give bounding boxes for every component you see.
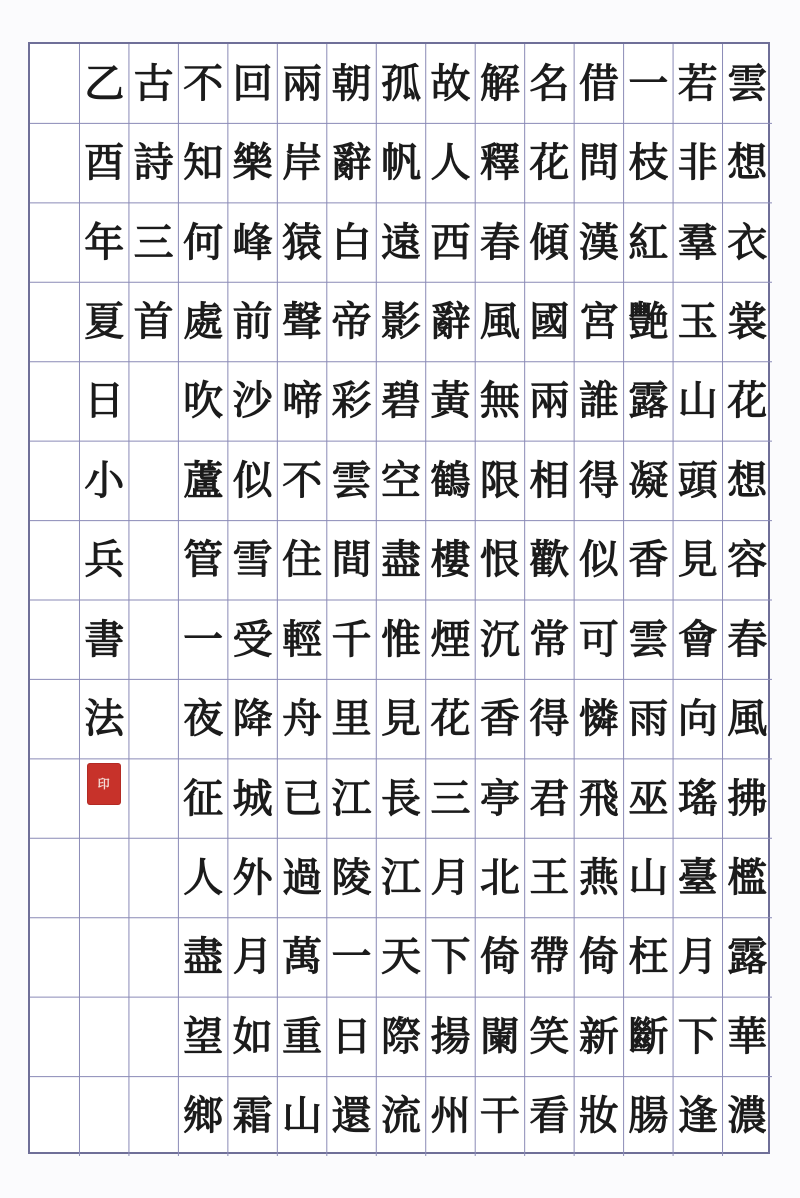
character-cell: 兩 xyxy=(529,377,570,425)
character-cell: 降 xyxy=(232,695,273,743)
character-cell: 流 xyxy=(381,1092,421,1140)
character-cell: 孤 xyxy=(381,59,421,107)
character-cell: 枝 xyxy=(628,139,669,187)
character-cell: 露 xyxy=(727,933,768,981)
character-cell: 夜 xyxy=(183,695,224,743)
character-cell: 前 xyxy=(232,297,273,345)
character-cell: 住 xyxy=(282,536,323,584)
character-cell: 受 xyxy=(232,615,273,663)
character-cell: 倚 xyxy=(479,933,520,981)
character-cell: 日 xyxy=(84,377,125,425)
grid-sheet xyxy=(28,42,770,1154)
character-cell: 笑 xyxy=(529,1012,570,1060)
character-cell: 不 xyxy=(183,59,224,107)
character-cell: 猿 xyxy=(282,218,323,266)
character-cell: 夏 xyxy=(84,297,125,345)
character-cell: 可 xyxy=(578,615,619,663)
character-cell: 帶 xyxy=(529,933,570,981)
character-cell: 干 xyxy=(479,1092,520,1140)
seal-text: 印 xyxy=(97,777,111,792)
character-cell: 帆 xyxy=(381,139,421,187)
character-cell: 腸 xyxy=(628,1092,669,1140)
character-cell: 羣 xyxy=(677,218,718,266)
character-cell: 回 xyxy=(232,59,273,107)
character-cell: 華 xyxy=(727,1012,768,1060)
character-cell: 遠 xyxy=(381,218,421,266)
character-cell: 揚 xyxy=(430,1012,471,1060)
character-cell: 鄉 xyxy=(183,1092,224,1140)
character-cell: 吹 xyxy=(183,377,224,425)
character-cell: 下 xyxy=(677,1012,718,1060)
character-cell: 想 xyxy=(727,456,768,504)
character-cell: 宮 xyxy=(578,297,619,345)
character-cell: 天 xyxy=(381,933,421,981)
text-column xyxy=(29,44,81,1156)
character-cell: 朝 xyxy=(331,59,372,107)
character-cell: 詩 xyxy=(133,139,174,187)
character-cell: 陵 xyxy=(331,853,372,901)
character-cell: 北 xyxy=(479,853,520,901)
character-cell: 解 xyxy=(479,59,520,107)
character-cell: 首 xyxy=(133,297,174,345)
character-cell: 枉 xyxy=(628,933,669,981)
character-cell: 憐 xyxy=(578,695,619,743)
character-cell: 空 xyxy=(381,456,421,504)
character-cell: 新 xyxy=(578,1012,619,1060)
character-cell: 向 xyxy=(677,695,718,743)
character-cell: 飛 xyxy=(578,774,619,822)
character-cell: 岸 xyxy=(282,139,323,187)
character-cell: 雨 xyxy=(628,695,669,743)
character-cell: 征 xyxy=(183,774,224,822)
character-cell: 拂 xyxy=(727,774,768,822)
character-cell: 頭 xyxy=(677,456,718,504)
character-cell: 釋 xyxy=(479,139,520,187)
character-cell: 樓 xyxy=(430,536,471,584)
character-cell: 紅 xyxy=(628,218,669,266)
character-cell: 花 xyxy=(430,695,471,743)
character-cell: 千 xyxy=(331,615,372,663)
character-cell: 會 xyxy=(677,615,718,663)
character-cell: 常 xyxy=(529,615,570,663)
character-cell: 際 xyxy=(381,1012,421,1060)
character-cell: 故 xyxy=(430,59,471,107)
character-cell: 人 xyxy=(430,139,471,187)
character-cell: 辭 xyxy=(430,297,471,345)
character-cell: 日 xyxy=(331,1012,372,1060)
character-cell: 煙 xyxy=(430,615,471,663)
character-cell: 白 xyxy=(331,218,372,266)
character-cell: 非 xyxy=(677,139,718,187)
character-cell: 雪 xyxy=(232,536,273,584)
character-cell: 已 xyxy=(282,774,323,822)
character-cell: 望 xyxy=(183,1012,224,1060)
character-cell: 見 xyxy=(381,695,421,743)
character-cell: 小 xyxy=(84,456,125,504)
character-cell: 影 xyxy=(381,297,421,345)
character-cell: 斷 xyxy=(628,1012,669,1060)
character-cell: 濃 xyxy=(727,1092,768,1140)
character-cell: 年 xyxy=(84,218,125,266)
character-cell: 樂 xyxy=(232,139,273,187)
character-cell: 外 xyxy=(232,853,273,901)
character-cell: 香 xyxy=(479,695,520,743)
character-cell: 得 xyxy=(529,695,570,743)
character-cell: 古 xyxy=(133,59,174,107)
character-cell: 月 xyxy=(232,933,273,981)
character-cell: 月 xyxy=(677,933,718,981)
character-cell: 重 xyxy=(282,1012,323,1060)
character-cell: 里 xyxy=(331,695,372,743)
character-cell: 州 xyxy=(430,1092,471,1140)
character-cell: 下 xyxy=(430,933,471,981)
character-cell: 黃 xyxy=(430,377,471,425)
character-cell: 漢 xyxy=(578,218,619,266)
character-cell: 蘆 xyxy=(183,456,224,504)
character-cell: 過 xyxy=(282,853,323,901)
character-cell: 玉 xyxy=(677,297,718,345)
character-cell: 如 xyxy=(232,1012,273,1060)
character-cell: 裳 xyxy=(727,297,768,345)
character-cell: 間 xyxy=(331,536,372,584)
character-cell: 似 xyxy=(578,536,619,584)
character-cell: 月 xyxy=(430,853,471,901)
character-cell: 艷 xyxy=(628,297,669,345)
character-cell: 西 xyxy=(430,218,471,266)
character-cell: 妝 xyxy=(578,1092,619,1140)
character-cell: 一 xyxy=(331,933,372,981)
character-cell: 帝 xyxy=(331,297,372,345)
character-cell: 兵 xyxy=(84,536,125,584)
character-cell: 江 xyxy=(331,774,372,822)
character-cell: 江 xyxy=(381,853,421,901)
character-cell: 得 xyxy=(578,456,619,504)
character-cell: 知 xyxy=(183,139,224,187)
character-cell: 似 xyxy=(232,456,273,504)
character-cell: 若 xyxy=(677,59,718,107)
character-cell: 碧 xyxy=(381,377,421,425)
character-cell: 檻 xyxy=(727,853,768,901)
character-cell: 三 xyxy=(430,774,471,822)
character-cell: 倚 xyxy=(578,933,619,981)
character-cell: 花 xyxy=(727,377,768,425)
character-cell: 彩 xyxy=(331,377,372,425)
character-cell: 亭 xyxy=(479,774,520,822)
character-cell: 盡 xyxy=(381,536,421,584)
character-cell: 燕 xyxy=(578,853,619,901)
character-cell: 山 xyxy=(677,377,718,425)
character-cell: 闌 xyxy=(479,1012,520,1060)
character-cell: 霜 xyxy=(232,1092,273,1140)
character-cell: 衣 xyxy=(727,218,768,266)
character-cell: 辭 xyxy=(331,139,372,187)
character-cell: 一 xyxy=(628,59,669,107)
character-cell: 風 xyxy=(727,695,768,743)
character-cell: 恨 xyxy=(479,536,520,584)
character-cell: 舟 xyxy=(282,695,323,743)
character-cell: 香 xyxy=(628,536,669,584)
character-cell: 盡 xyxy=(183,933,224,981)
character-cell: 臺 xyxy=(677,853,718,901)
character-cell: 書 xyxy=(84,615,125,663)
character-cell: 逢 xyxy=(677,1092,718,1140)
character-cell: 限 xyxy=(479,456,520,504)
character-cell: 無 xyxy=(479,377,520,425)
character-cell: 沙 xyxy=(232,377,273,425)
character-cell: 兩 xyxy=(282,59,323,107)
character-cell: 城 xyxy=(232,774,273,822)
character-cell: 還 xyxy=(331,1092,372,1140)
character-cell: 風 xyxy=(479,297,520,345)
character-cell: 處 xyxy=(183,297,224,345)
character-cell: 啼 xyxy=(282,377,323,425)
character-cell: 雲 xyxy=(628,615,669,663)
character-cell: 誰 xyxy=(578,377,619,425)
character-cell: 花 xyxy=(529,139,570,187)
character-cell: 容 xyxy=(727,536,768,584)
character-cell: 傾 xyxy=(529,218,570,266)
character-cell: 歡 xyxy=(529,536,570,584)
character-cell: 一 xyxy=(183,615,224,663)
character-cell: 惟 xyxy=(381,615,421,663)
character-cell: 法 xyxy=(84,695,125,743)
character-cell: 聲 xyxy=(282,297,323,345)
character-cell: 鶴 xyxy=(430,456,471,504)
character-cell: 峰 xyxy=(232,218,273,266)
character-cell: 問 xyxy=(578,139,619,187)
character-cell: 瑤 xyxy=(677,774,718,822)
character-cell: 不 xyxy=(282,456,323,504)
character-cell: 看 xyxy=(529,1092,570,1140)
character-cell: 雲 xyxy=(727,59,768,107)
character-cell: 萬 xyxy=(282,933,323,981)
character-cell: 雲 xyxy=(331,456,372,504)
character-cell: 露 xyxy=(628,377,669,425)
character-cell: 何 xyxy=(183,218,224,266)
character-cell: 巫 xyxy=(628,774,669,822)
character-cell: 君 xyxy=(529,774,570,822)
character-cell: 王 xyxy=(529,853,570,901)
red-seal-stamp xyxy=(87,763,121,805)
character-cell: 春 xyxy=(727,615,768,663)
character-cell: 酉 xyxy=(84,139,125,187)
character-cell: 名 xyxy=(529,59,570,107)
character-cell: 春 xyxy=(479,218,520,266)
character-cell: 凝 xyxy=(628,456,669,504)
character-cell: 山 xyxy=(282,1092,323,1140)
character-cell: 相 xyxy=(529,456,570,504)
character-cell: 輕 xyxy=(282,615,323,663)
character-cell: 沉 xyxy=(479,615,520,663)
character-cell: 國 xyxy=(529,297,570,345)
character-cell: 三 xyxy=(133,218,174,266)
character-cell: 山 xyxy=(628,853,669,901)
character-cell: 乙 xyxy=(84,59,125,107)
character-cell: 人 xyxy=(183,853,224,901)
character-cell: 想 xyxy=(727,139,768,187)
character-cell: 管 xyxy=(183,536,224,584)
character-cell: 見 xyxy=(677,536,718,584)
character-cell: 借 xyxy=(578,59,619,107)
character-cell: 長 xyxy=(381,774,421,822)
